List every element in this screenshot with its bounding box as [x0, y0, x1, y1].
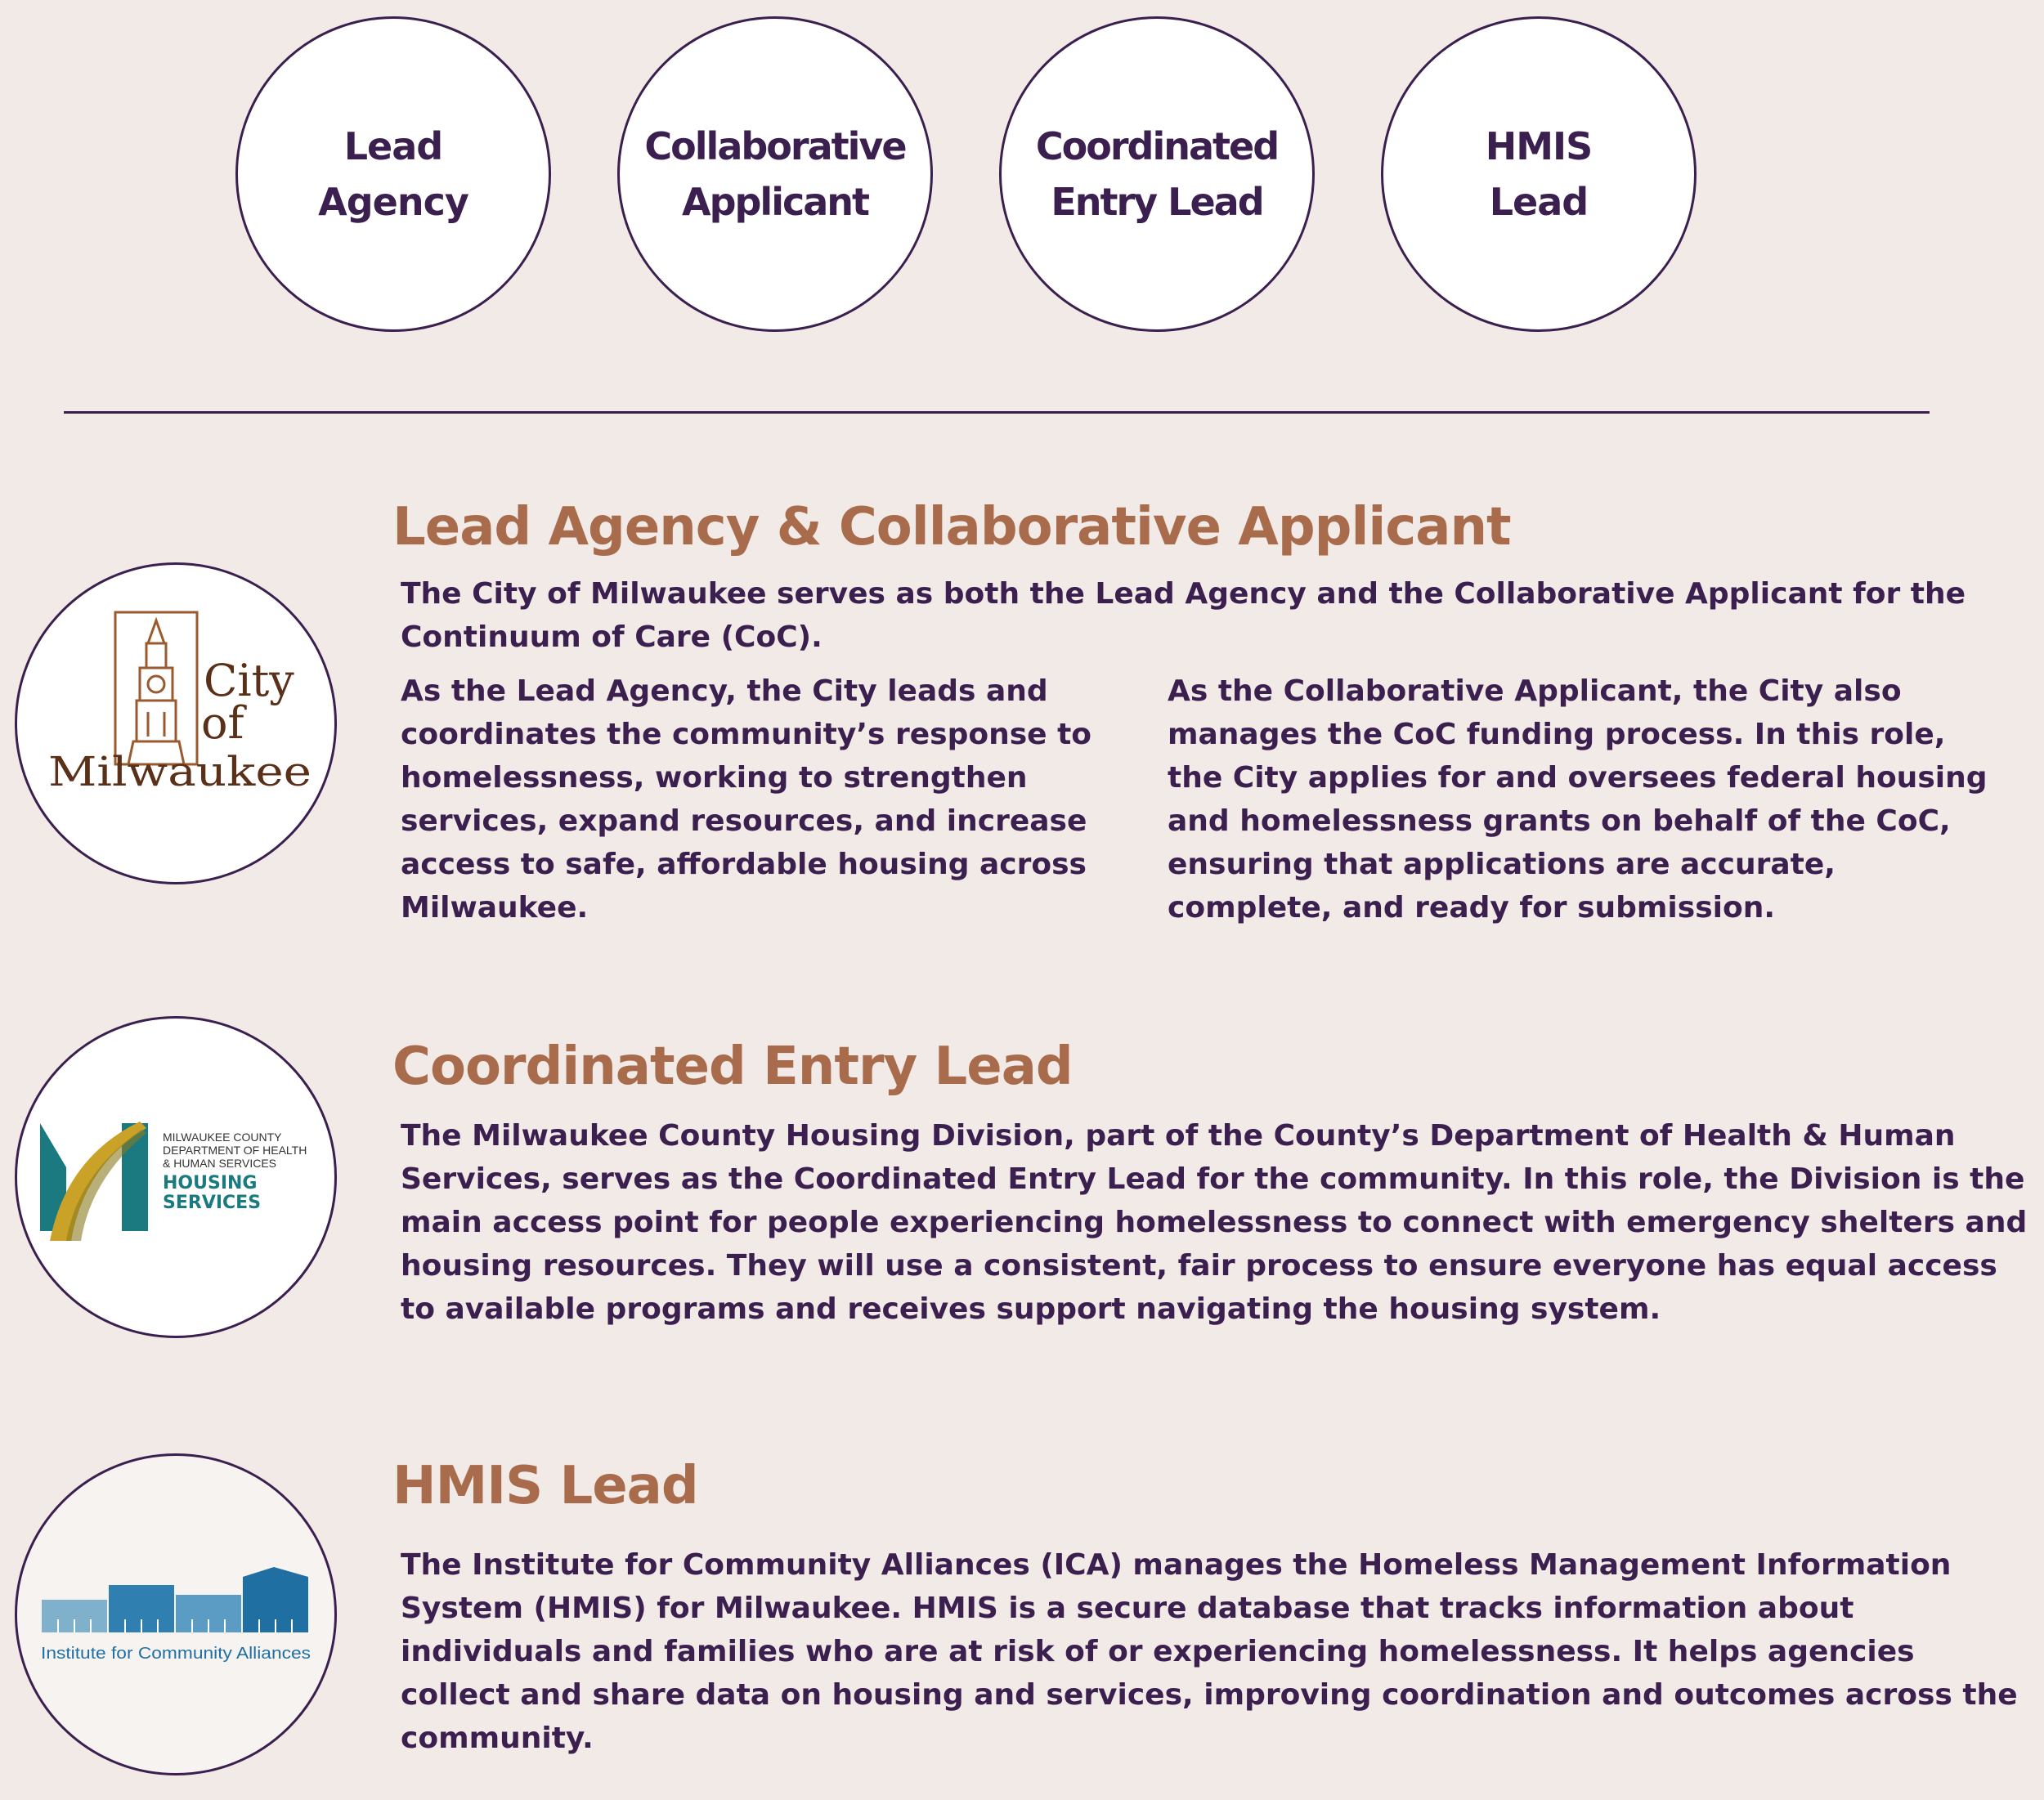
svg-text:Milwaukee: Milwaukee — [48, 748, 312, 795]
svg-text:City: City — [204, 655, 294, 706]
role-label: Coordinated Entry Lead — [1035, 124, 1279, 224]
lead-agency-intro: The City of Milwaukee serves as both the Lead Agency and the Collaborative Applicant for the Continuum of Care (CoC). — [401, 577, 1966, 654]
housing-services-m-icon — [40, 1122, 148, 1241]
svg-text:MILWAUKEE COUNTY: MILWAUKEE COUNTY — [163, 1131, 282, 1144]
role-circle-collaborative-applicant — [617, 16, 933, 332]
coordinated-entry-body: The Milwaukee County Housing Division, part of the County’s Department of Health & Human Services, serves as the Coordinated Entry Lead for the community. In this role, the Division is the main access point for people experiencing homelessness to connect with emergency shelters and housing resources. They will use a consistent, fair process to ensure everyone has equal access to available programs and receives support navigating the housing system. — [401, 1119, 2028, 1326]
ica-logo — [15, 1453, 337, 1775]
city-of-milwaukee-logo — [15, 562, 337, 884]
role-circle-coordinated-entry-lead — [999, 16, 1315, 332]
lead-agency-column-2: As the Collaborative Applicant, the City also manages the CoC funding process. In this role, the City applies for and oversees federal housing and homelessness grants on behalf of the CoC, ensuring that applications are accurate, complete, and ready for submission. — [1168, 674, 1988, 925]
role-circle-lead-agency — [235, 16, 551, 332]
city-hall-tower-icon — [17, 565, 337, 884]
role-circle-hmis-lead — [1381, 16, 1697, 332]
hmis-lead-body: The Institute for Community Alliances (ICA) manages the Homeless Management Information System (HMIS) for Milwaukee. HMIS is a secure database that tracks information about individuals and families who are at risk of or experiencing homelessness. It helps agencies collect and share data on housing and services, improving coordination and outcomes across the community. — [401, 1548, 2018, 1755]
ica-buildings-icon — [42, 1567, 308, 1632]
svg-text:SERVICES: SERVICES — [163, 1193, 262, 1213]
section-title-coordinated-entry: Coordinated Entry Lead — [392, 1037, 1073, 1097]
housing-services-logo — [15, 1016, 337, 1338]
role-label: Lead Agency — [318, 124, 468, 224]
svg-text:& HUMAN SERVICES: & HUMAN SERVICES — [163, 1157, 276, 1170]
role-label: HMIS Lead — [1485, 124, 1593, 224]
lead-agency-column-1: As the Lead Agency, the City leads and coordinates the community’s response to homelessness, working to strengthen services, expand resources, and increase access to safe, affordable housing across Milwaukee. — [401, 674, 1092, 925]
section-title-hmis-lead: HMIS Lead — [392, 1456, 698, 1516]
svg-text:HOUSING: HOUSING — [163, 1173, 258, 1193]
role-label: Collaborative Applicant — [644, 124, 906, 224]
svg-text:DEPARTMENT OF HEALTH: DEPARTMENT OF HEALTH — [163, 1144, 307, 1157]
section-title-lead-agency: Lead Agency & Collaborative Applicant — [392, 497, 1511, 557]
svg-text:of: of — [201, 697, 244, 749]
section-divider — [64, 411, 1930, 414]
svg-text:Institute for Community Allian: Institute for Community Alliances — [41, 1645, 311, 1663]
